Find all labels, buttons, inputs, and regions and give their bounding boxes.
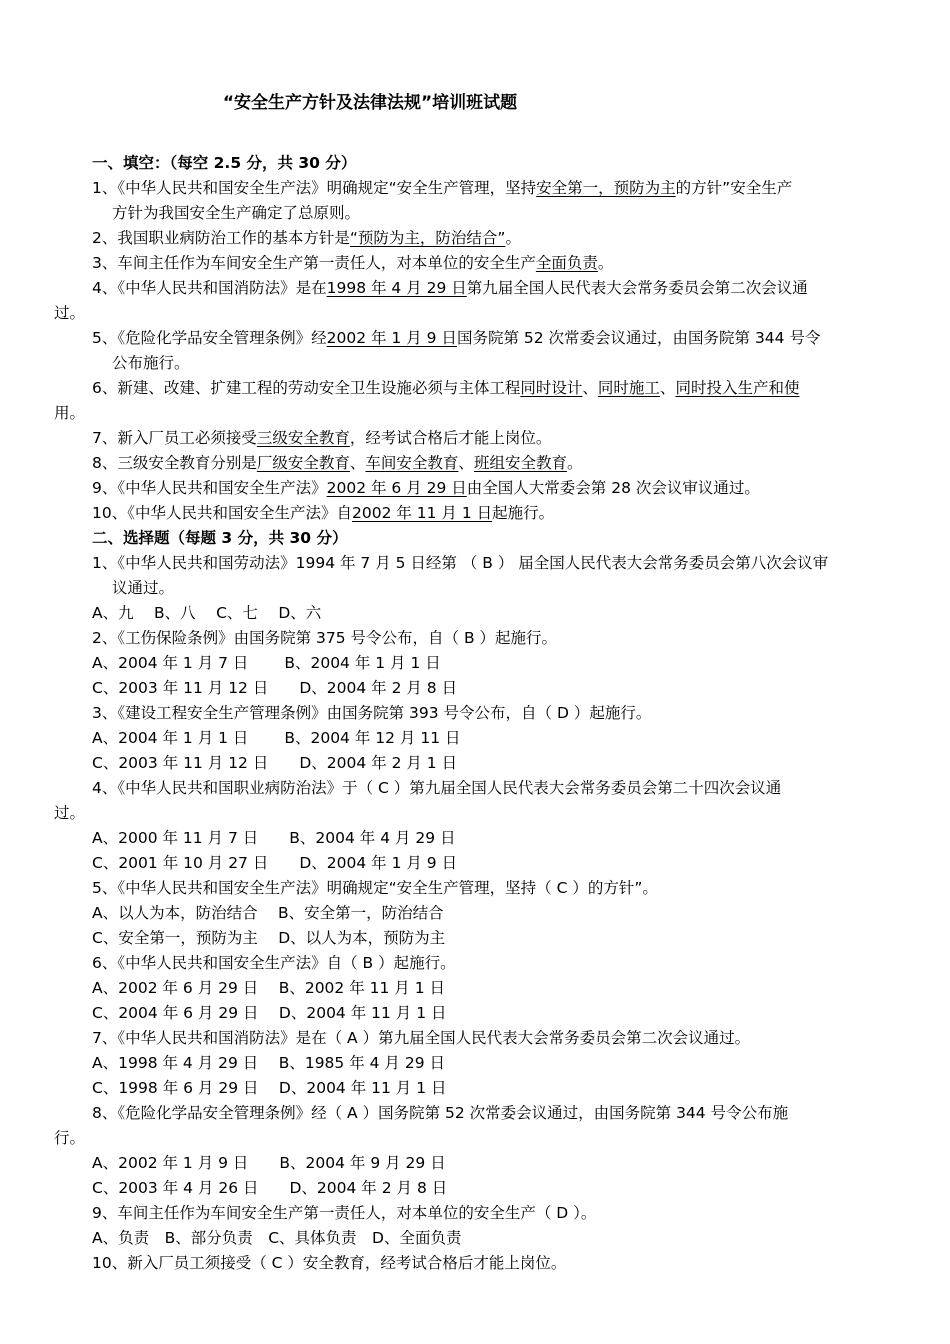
- fill-question-7: 7、新入厂员工必须接受三级安全教育，经考试合格后才能上岗位。: [92, 429, 552, 447]
- choice-options: C、2003 年 11 月 12 日 D、2004 年 2 月 1 日: [92, 754, 458, 772]
- fill-question-6: 6、新建、改建、扩建工程的劳动安全卫生设施必须与主体工程同时设计、同时施工、同时投入生产和使: [92, 379, 800, 397]
- choice-line: 过。: [54, 804, 86, 822]
- choice-line: 10、新入厂员工须接受（ C ）安全教育，经考试合格后才能上岗位。: [92, 1254, 567, 1272]
- fill-answer: 2002 年 6 月 29 日: [326, 479, 467, 497]
- fill-answer: 2002 年 1 月 9 日: [326, 329, 457, 347]
- choice-options: C、2003 年 4 月 26 日 D、2004 年 2 月 8 日: [92, 1179, 448, 1197]
- section1-heading: 一、填空：（每空 2.5 分，共 30 分）: [92, 154, 357, 172]
- choice-options: A、2004 年 1 月 7 日 B、2004 年 1 月 1 日: [92, 654, 441, 672]
- choice-options: A、1998 年 4 月 29 日 B、1985 年 4 月 29 日: [92, 1054, 445, 1072]
- choice-options: A、九 B、八 C、七 D、六: [92, 604, 322, 622]
- choice-line: 议通过。: [112, 579, 175, 597]
- fill-answer: 安全第一，预防为主: [536, 179, 676, 197]
- fill-question-9: 9、《中华人民共和国安全生产法》2002 年 6 月 29 日由全国人大常委会第 28 次会议审议通过。: [92, 479, 760, 497]
- choice-line: 3、《建设工程安全生产管理条例》由国务院第 393 号令公布，自（ D ）起施行。: [92, 704, 652, 722]
- choice-options: C、2004 年 6 月 29 日 D、2004 年 11 月 1 日: [92, 1004, 447, 1022]
- fill-answer: 全面负责: [535, 254, 598, 272]
- fill-answer: 班组安全教育: [473, 454, 567, 472]
- fill-question-4: 4、《中华人民共和国消防法》是在1998 年 4 月 29 日第九届全国人民代表大会常务委员会第二次会议通: [92, 279, 808, 297]
- fill-question-10: 10、《中华人民共和国安全生产法》自2002 年 11 月 1 日起施行。: [92, 504, 555, 522]
- fill-question-1-cont: 方针为我国安全生产确定了总原则。: [112, 204, 361, 222]
- choice-line: 7、《中华人民共和国消防法》是在（ A ）第九届全国人民代表大会常务委员会第二次会议通过。: [92, 1029, 751, 1047]
- fill-question-6-cont: 用。: [54, 404, 86, 422]
- fill-question-2: 2、我国职业病防治工作的基本方针是“预防为主，防治结合”。: [92, 229, 521, 247]
- section2-heading: 二、选择题（每题 3 分，共 30 分）: [92, 529, 348, 547]
- choice-options: A、负责 B、部分负责 C、具体负责 D、全面负责: [92, 1229, 462, 1247]
- fill-answer: 同时施工: [597, 379, 660, 397]
- choice-options: C、2001 年 10 月 27 日 D、2004 年 1 月 9 日: [92, 854, 458, 872]
- choice-line: 4、《中华人民共和国职业病防治法》于（ C ）第九届全国人民代表大会常务委员会第二十四次会议通: [92, 779, 782, 797]
- fill-question-5: 5、《危险化学品安全管理条例》经2002 年 1 月 9 日国务院第 52 次常委会议通过，由国务院第 344 号令: [92, 329, 821, 347]
- page-title: “安全生产方针及法律法规”培训班试题: [222, 93, 518, 113]
- fill-answer: 同时投入生产和使: [675, 379, 800, 397]
- choice-line: 9、车间主任作为车间安全生产第一责任人，对本单位的安全生产（ D ）。: [92, 1204, 597, 1222]
- choice-line: 5、《中华人民共和国安全生产法》明确规定“安全生产管理，坚持（ C ）的方针”。: [92, 879, 658, 897]
- fill-answer: “预防为主，防治结合”: [349, 229, 506, 247]
- fill-answer: 车间安全教育: [365, 454, 459, 472]
- fill-question-1: 1、《中华人民共和国安全生产法》明确规定“安全生产管理，坚持安全第一，预防为主的方针”安全生产: [92, 179, 793, 197]
- choice-options: A、2004 年 1 月 1 日 B、2004 年 12 月 11 日: [92, 729, 461, 747]
- choice-options: C、2003 年 11 月 12 日 D、2004 年 2 月 8 日: [92, 679, 458, 697]
- fill-question-5-cont: 公布施行。: [112, 354, 190, 372]
- choice-line: 行。: [54, 1129, 86, 1147]
- fill-answer: 厂级安全教育: [256, 454, 350, 472]
- choice-line: 2、《工伤保险条例》由国务院第 375 号令公布，自（ B ）起施行。: [92, 629, 558, 647]
- choice-options: C、安全第一，预防为主 D、以人为本，预防为主: [92, 929, 446, 947]
- fill-question-4-cont: 过。: [54, 304, 86, 322]
- fill-answer: 2002 年 11 月 1 日: [351, 504, 493, 522]
- fill-question-8: 8、三级安全教育分别是厂级安全教育、车间安全教育、班组安全教育。: [92, 454, 583, 472]
- choice-options: A、2002 年 6 月 29 日 B、2002 年 11 月 1 日: [92, 979, 445, 997]
- choice-options: A、以人为本，防治结合 B、安全第一，防治结合: [92, 904, 444, 922]
- fill-question-3: 3、车间主任作为车间安全生产第一责任人，对本单位的安全生产全面负责。: [92, 254, 614, 272]
- choice-line: 6、《中华人民共和国安全生产法》自（ B ）起施行。: [92, 954, 456, 972]
- fill-answer: 1998 年 4 月 29 日: [326, 279, 467, 297]
- choice-options: A、2000 年 11 月 7 日 B、2004 年 4 月 29 日: [92, 829, 456, 847]
- choice-options: A、2002 年 1 月 9 日 B、2004 年 9 月 29 日: [92, 1154, 446, 1172]
- fill-answer: 同时设计: [520, 379, 583, 397]
- choice-options: C、1998 年 6 月 29 日 D、2004 年 11 月 1 日: [92, 1079, 447, 1097]
- choice-line: 1、《中华人民共和国劳动法》1994 年 7 月 5 日经第 （ B ） 届全国人民代表大会常务委员会第八次会议审: [92, 554, 829, 572]
- fill-answer: 三级安全教育: [256, 429, 350, 447]
- choice-line: 8、《危险化学品安全管理条例》经（ A ）国务院第 52 次常委会议通过，由国务院第 344 号令公布施: [92, 1104, 789, 1122]
